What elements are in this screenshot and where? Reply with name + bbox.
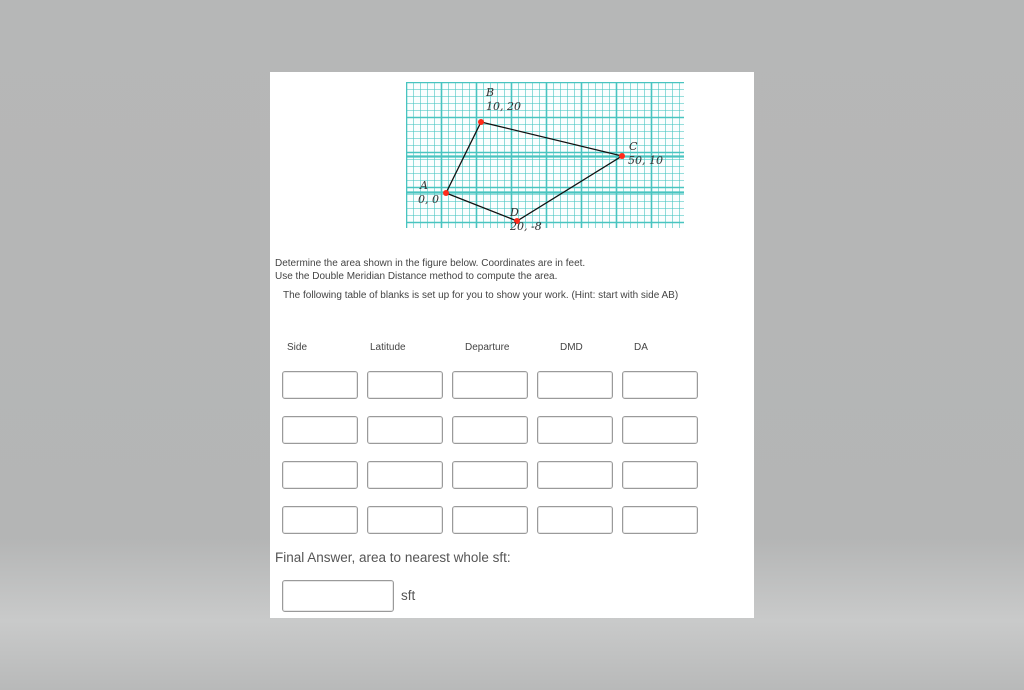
departure-input[interactable] (452, 461, 528, 489)
latitude-input[interactable] (367, 416, 443, 444)
dmd-input[interactable] (537, 416, 613, 444)
point-d-label: D (510, 206, 519, 219)
instruction-line-2: Use the Double Meridian Distance method to compute the area. (275, 271, 558, 282)
da-input[interactable] (622, 506, 698, 534)
final-answer-label: Final Answer, area to nearest whole sft: (275, 550, 511, 565)
point-c-marker (619, 153, 625, 159)
side-input[interactable] (282, 506, 358, 534)
da-input[interactable] (622, 416, 698, 444)
latitude-input[interactable] (367, 506, 443, 534)
final-answer-unit: sft (401, 588, 416, 603)
traverse-plot (406, 82, 686, 232)
point-a-coords: 0, 0 (418, 193, 439, 206)
side-input[interactable] (282, 461, 358, 489)
point-a-marker (443, 190, 449, 196)
departure-input[interactable] (452, 371, 528, 399)
column-header-side: Side (287, 342, 308, 353)
column-header-latitude: Latitude (370, 342, 406, 353)
departure-input[interactable] (452, 416, 528, 444)
departure-input[interactable] (452, 506, 528, 534)
instruction-line-3: The following table of blanks is set up for you to show your work. (Hint: start with side AB) (283, 290, 679, 301)
point-b-coords: 10, 20 (486, 100, 521, 113)
point-c-coords: 50, 10 (628, 154, 663, 167)
dmd-input[interactable] (537, 461, 613, 489)
side-input[interactable] (282, 416, 358, 444)
da-input[interactable] (622, 461, 698, 489)
point-d-coords: 20, -8 (510, 220, 542, 232)
column-header-dmd: DMD (560, 342, 583, 353)
side-input[interactable] (282, 371, 358, 399)
column-header-departure: Departure (465, 342, 510, 353)
traverse-figure (406, 82, 686, 232)
column-header-da: DA (634, 342, 648, 353)
point-b-label: B (486, 86, 495, 99)
da-input[interactable] (622, 371, 698, 399)
instruction-line-1: Determine the area shown in the figure below. Coordinates are in feet. (275, 258, 586, 269)
dmd-input[interactable] (537, 506, 613, 534)
point-a-label: A (420, 179, 428, 192)
question-card (270, 72, 754, 618)
latitude-input[interactable] (367, 461, 443, 489)
latitude-input[interactable] (367, 371, 443, 399)
point-b-marker (478, 119, 484, 125)
dmd-input[interactable] (537, 371, 613, 399)
final-answer-input[interactable] (282, 580, 394, 612)
point-c-label: C (629, 140, 638, 153)
